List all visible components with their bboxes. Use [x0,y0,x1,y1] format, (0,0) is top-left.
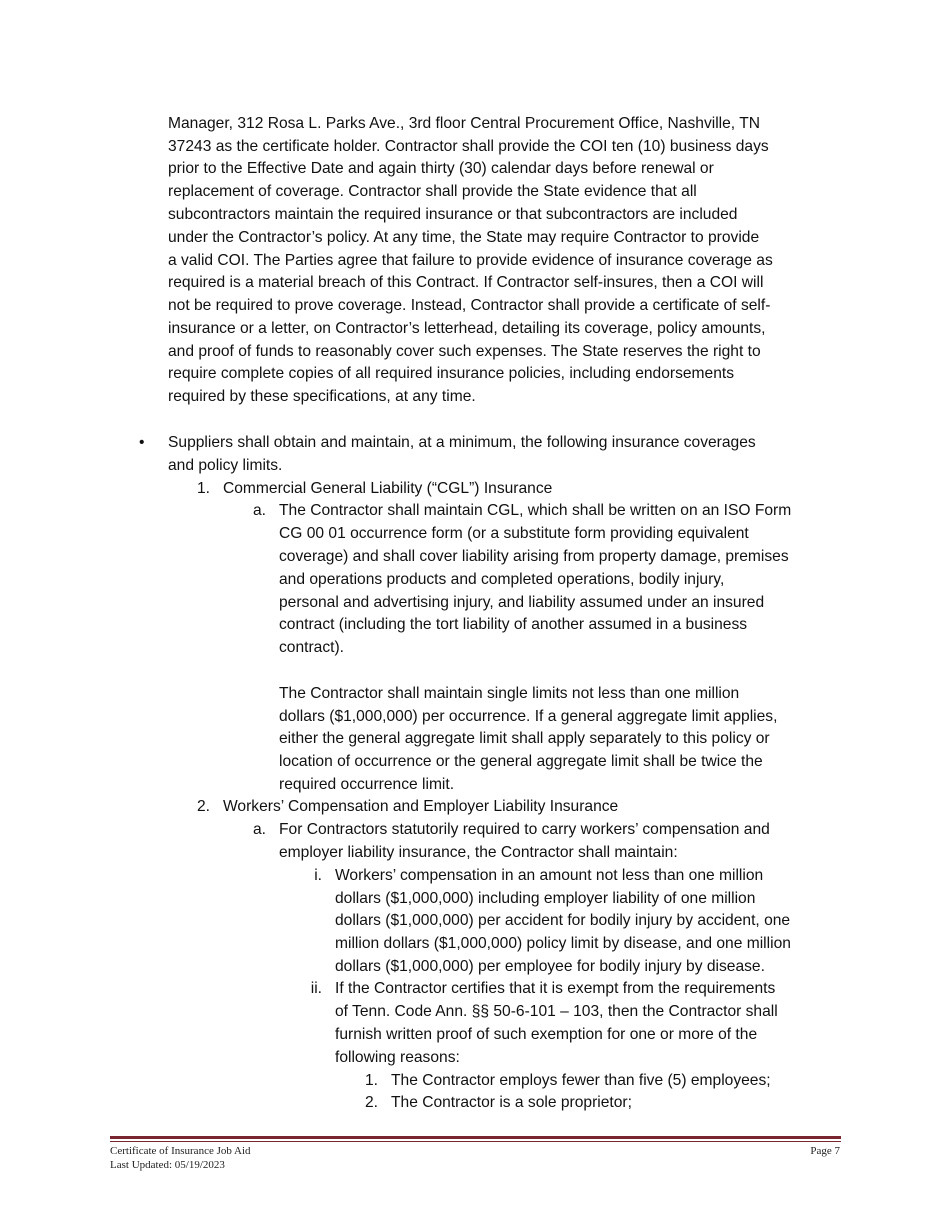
item-title: Workers’ Compensation and Employer Liability Insurance [223,798,619,815]
text-line: required occurrence limit. [279,776,455,793]
footer-last-updated: Last Updated: 05/19/2023 [110,1159,225,1171]
item-number: 1. [196,480,210,497]
text-line: subcontractors maintain the required insurance or that subcontractors are included [168,206,738,223]
sub-letter: a. [252,821,266,838]
footer-rule [110,1141,841,1142]
text-line: insurance or a letter, on Contractor’s letterhead, detailing its coverage, policy amounts, [168,320,766,337]
item-title: Commercial General Liability (“CGL”) Insurance [223,480,553,497]
text-line: of Tenn. Code Ann. §§ 50-6-101 – 103, then the Contractor shall [335,1003,778,1020]
text-line: and proof of funds to reasonably cover such expenses. The State reserves the right to [168,343,761,360]
text-line: Suppliers shall obtain and maintain, at a minimum, the following insurance coverages [168,434,756,451]
text-line: prior to the Effective Date and again thirty (30) calendar days before renewal or [168,160,714,177]
text-line: following reasons: [335,1049,460,1066]
text-line: dollars ($1,000,000) including employer liability of one million [335,890,756,907]
text-line: CG 00 01 occurrence form (or a substitute form providing equivalent [279,525,749,542]
text-line: For Contractors statutorily required to carry workers’ compensation and [279,821,770,838]
text-line: The Contractor shall maintain single limits not less than one million [279,685,740,702]
footer-doc-title: Certificate of Insurance Job Aid [110,1145,251,1157]
text-line: million dollars ($1,000,000) policy limit by disease, and one million [335,935,791,952]
reason-text: The Contractor is a sole proprietor; [391,1094,632,1111]
text-line: required by these specifications, at any time. [168,388,476,405]
text-line: location of occurrence or the general aggregate limit shall be twice the [279,753,763,770]
text-line: furnish written proof of such exemption for one or more of the [335,1026,758,1043]
text-line: employer liability insurance, the Contractor shall maintain: [279,844,678,861]
text-line: If the Contractor certifies that it is exempt from the requirements [335,980,776,997]
item-number: 2. [196,798,210,815]
text-line: dollars ($1,000,000) per occurrence. If a general aggregate limit applies, [279,708,778,725]
text-line: personal and advertising injury, and liability assumed under an insured [279,594,765,611]
text-line: replacement of coverage. Contractor shall provide the State evidence that all [168,183,697,200]
reason-number: 1. [364,1072,378,1089]
text-line: required is a material breach of this Contract. If Contractor self-insures, then a COI will [168,274,764,291]
text-line: a valid COI. The Parties agree that failure to provide evidence of insurance coverage as [168,252,773,269]
bullet-marker: • [139,434,145,451]
footer-page-number: Page 7 [810,1145,840,1157]
text-line: not be required to prove coverage. Instead, Contractor shall provide a certificate of self- [168,297,771,314]
text-line: The Contractor shall maintain CGL, which shall be written on an ISO Form [279,502,792,519]
text-line: require complete copies of all required insurance policies, including endorsements [168,365,735,382]
reason-number: 2. [364,1094,378,1111]
text-line: under the Contractor’s policy. At any time, the State may require Contractor to provide [168,229,760,246]
roman-numeral: i. [314,867,322,884]
text-line: and operations products and completed operations, bodily injury, [279,571,725,588]
text-line: contract (including the tort liability of another assumed in a business [279,616,748,633]
text-line: coverage) and shall cover liability arising from property damage, premises [279,548,789,565]
text-line: contract). [279,639,344,656]
text-line: Workers’ compensation in an amount not less than one million [335,867,764,884]
text-line: 37243 as the certificate holder. Contractor shall provide the COI ten (10) business days [168,138,769,155]
roman-numeral: ii. [310,980,322,997]
text-line: dollars ($1,000,000) per accident for bodily injury by accident, one [335,912,791,929]
text-line: either the general aggregate limit shall apply separately to this policy or [279,730,770,747]
text-line: and policy limits. [168,457,283,474]
text-line: Manager, 312 Rosa L. Parks Ave., 3rd floor Central Procurement Office, Nashville, TN [168,115,760,132]
reason-text: The Contractor employs fewer than five (5) employees; [391,1072,771,1089]
footer-rule [110,1136,841,1139]
sub-letter: a. [252,502,266,519]
text-line: dollars ($1,000,000) per employee for bodily injury by disease. [335,958,765,975]
